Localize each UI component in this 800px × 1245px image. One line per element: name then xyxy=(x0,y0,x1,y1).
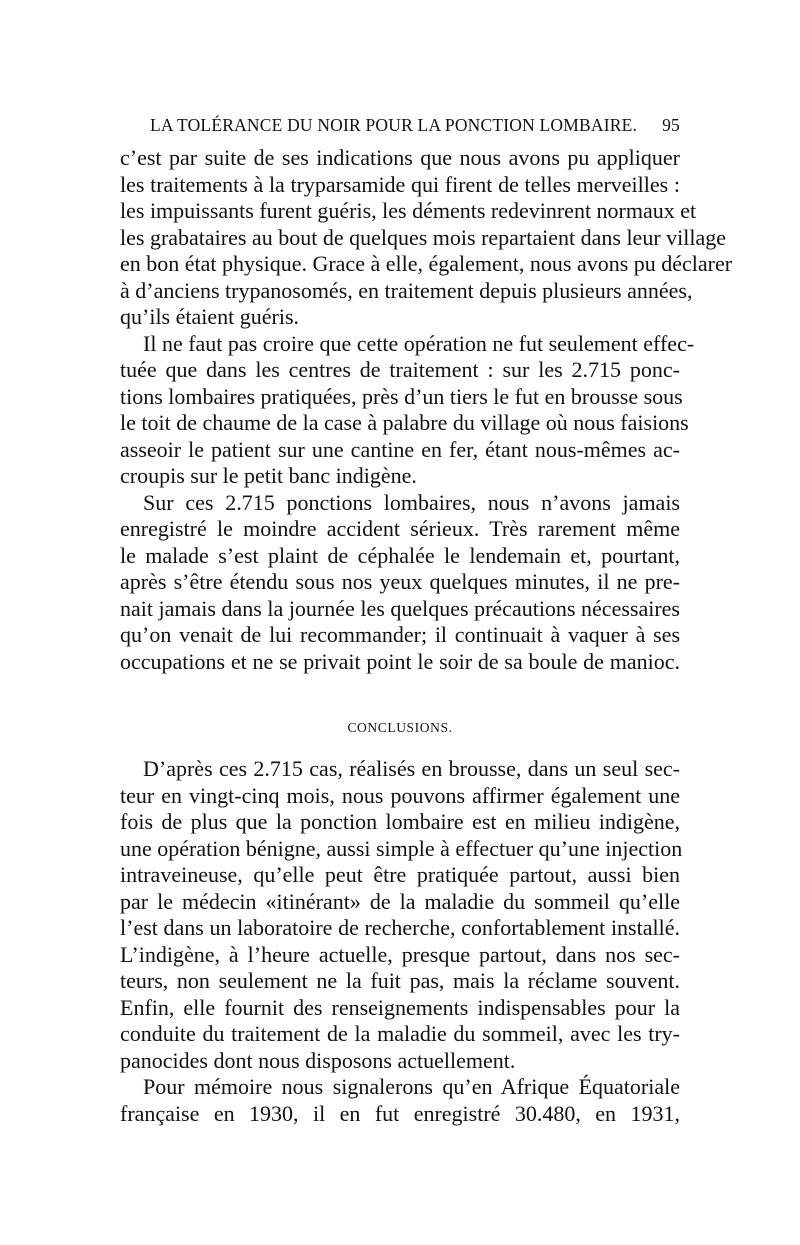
text-line: c’est par suite de ses indications que nous avons pu appliquer xyxy=(120,145,680,170)
page-number: 95 xyxy=(662,115,680,135)
conclusions-heading: CONCLUSIONS. xyxy=(347,720,453,735)
text-line: les traitements à la tryparsamide qui firent de telles merveilles : xyxy=(120,171,680,197)
body-text-section-2 xyxy=(120,756,683,1127)
text-line: une opération bénigne, aussi simple à effectuer qu’une injection xyxy=(120,835,683,861)
text-line: asseoir le patient sur une cantine en fer, étant nous-mêmes ac- xyxy=(120,436,680,462)
text-line: nait jamais dans la journée les quelques précautions nécessaires xyxy=(120,595,680,621)
text-line: l’est dans un laboratoire de recherche, confortablement installé. xyxy=(120,915,680,940)
text-line: fois de plus que la ponction lombaire est en milieu indigène, xyxy=(120,809,680,834)
text-line: Enfin, elle fournit des renseignements indispensables pour la xyxy=(120,994,680,1020)
text-line: tuée que dans les centres de traitement : sur les 2.715 ponc- xyxy=(120,357,680,382)
text-line: teur en vingt-cinq mois, nous pouvons affirmer également une xyxy=(120,782,680,808)
text-line: panocides dont nous disposons actuellement. xyxy=(120,1047,516,1073)
text-line: le toit de chaume de la case à palabre du village où nous faisions xyxy=(120,410,689,435)
text-line: les impuissants furent guéris, les déments redevinrent normaux et xyxy=(120,198,697,223)
text-line: occupations et ne se privait point le soir de sa boule de manioc. xyxy=(120,648,680,674)
text-line: le malade s’est plaint de céphalée le lendemain et, pourtant, xyxy=(120,542,680,568)
text-line: qu’on venait de lui recommander; il continuait à vaquer à ses xyxy=(120,622,680,647)
text-line: Il ne faut pas croire que cette opération ne fut seulement effec- xyxy=(143,330,695,356)
text-line: qu’ils étaient guéris. xyxy=(120,304,300,329)
text-line: par le médecin «itinérant» de la maladie du sommeil qu’elle xyxy=(120,888,680,914)
text-line: Sur ces 2.715 ponctions lombaires, nous n’avons jamais xyxy=(143,489,680,515)
text-line: croupis sur le petit banc indigène. xyxy=(120,463,417,488)
text-line: les grabataires au bout de quelques mois repartaient dans leur village xyxy=(120,224,727,250)
text-line: conduite du traitement de la maladie du sommeil, avec les try- xyxy=(120,1021,680,1046)
text-line: Pour mémoire nous signalerons qu’en Afrique Équatoriale xyxy=(143,1074,680,1099)
text-line: teurs, non seulement ne la fuit pas, mais la réclame souvent. xyxy=(120,968,680,993)
text-line: D’après ces 2.715 cas, réalisés en brousse, dans un seul sec- xyxy=(143,756,680,781)
running-header xyxy=(150,112,680,138)
text-line: intraveineuse, qu’elle peut être pratiquée partout, aussi bien xyxy=(120,862,680,887)
text-line: française en 1930, il en fut enregistré 30.480, en 1931, xyxy=(120,1100,680,1126)
text-line: en bon état physique. Grace à elle, également, nous avons pu déclarer xyxy=(120,251,733,276)
running-title: LA TOLÉRANCE DU NOIR POUR LA PONCTION LOMBAIRE. xyxy=(150,115,638,135)
text-line: enregistré le moindre accident sérieux. Très rarement même xyxy=(120,516,680,541)
text-line: L’indigène, à l’heure actuelle, presque partout, dans nos sec- xyxy=(120,941,680,967)
text-line: tions lombaires pratiquées, près d’un tiers le fut en brousse sous xyxy=(120,383,683,409)
body-text-section-1 xyxy=(120,145,733,675)
text-line: après s’être étendu sous nos yeux quelques minutes, il ne pre- xyxy=(120,569,680,594)
text-line: à d’anciens trypanosomés, en traitement depuis plusieurs années, xyxy=(120,277,693,303)
